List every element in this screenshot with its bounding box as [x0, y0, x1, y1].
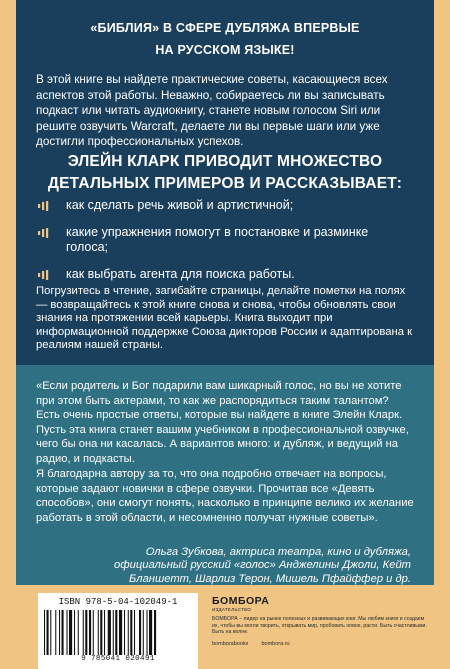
subheading-line-2: ДЕТАЛЬНЫХ ПРИМЕРОВ И РАССКАЗЫВАЕТ:: [47, 175, 403, 192]
publisher-socials: [212, 641, 290, 647]
quote-panel: [16, 365, 434, 585]
headline-line-2: НА РУССКОМ ЯЗЫКЕ!: [155, 43, 295, 57]
cover-content: [16, 0, 434, 669]
bullet-text: какие упражнения помогут в постановке и разминке голоса;: [66, 224, 369, 254]
bullet-item: [38, 267, 408, 283]
bullet-list: [38, 198, 408, 282]
sound-bars-icon: [38, 201, 52, 211]
publisher-description: БОМБОРА – лидер на рынке полезных и развивающих книг. Мы любим книги и создаем их, чтобы вы могли творить, открывать мир, пробовать новое, расти. Быть счастливыми. Быть на волне.: [212, 616, 427, 635]
bullet-text: как сделать речь живой и артистичной;: [66, 198, 294, 212]
quote-paragraph-1: «Если родитель и Бог подарили вам шикарный голос, но вы не хотите при этом быть актерами, то как же распорядиться таким талантом? Есть очень простые ответы, которые вы найдете в книге Элейн Кларк. Пусть эта книга станет вашим учебником в профессиональной озвучке, чего бы она ни касалась. А вариантов много: и дубляж, и ведущий на радио, и подкасты.: [36, 380, 409, 465]
publisher-logo-text: БОМБОРА: [212, 595, 270, 607]
publisher-logo: [212, 595, 269, 612]
bottom-strip: [16, 585, 434, 669]
sound-bars-icon: [38, 270, 52, 280]
publisher-logo-subtitle: ИЗДАТЕЛЬСТВО: [212, 607, 252, 612]
social-handle: bomborabooks: [212, 641, 249, 647]
quote-author: Ольга Зубкова, актриса театра, кино и дубляжа, официальный русский «голос» Анджелины Джоли, Кейт Бланшетт, Шарлиз Терон, Мишель Пфайффер и др.: [114, 546, 411, 585]
outro-paragraph: Погрузитесь в чтение, загибайте страницы, делайте пометки на полях — возвращайтесь к этой книге снова и снова, чтобы обновлять свои знания на протяжении всей карьеры. Книга выходит при информационной поддержке Союза дикторов России и адаптирована к реалиям нашей страны.: [36, 285, 413, 351]
barcode-digits: 9 785041 020491: [38, 655, 198, 663]
isbn-barcode: [38, 593, 198, 669]
website-link: bombora.ru: [261, 641, 290, 647]
top-panel: [16, 0, 434, 365]
bullet-item: [38, 198, 408, 214]
subheading-line-1: ЭЛЕЙН КЛАРК ПРИВОДИТ МНОЖЕСТВО: [67, 153, 383, 170]
sound-bars-icon: [38, 228, 52, 238]
intro-paragraph: В этой книге вы найдете практические советы, касающиеся всех аспектов этой работы. Неважно, собираетесь ли вы записывать подкаст или читать аудиокнигу, станете новым голосом Siri или решите озвучить Warcraft, делаете ли вы первые шаги или уже достигли профессиональных успехов.: [36, 73, 388, 148]
headline-line-1: «БИБЛИЯ» В СФЕРЕ ДУБЛЯЖА ВПЕРВЫЕ: [90, 21, 360, 35]
bullet-item: [38, 225, 408, 256]
bullet-text: как выбрать агента для поиска работы.: [66, 266, 295, 281]
isbn-number: ISBN 978-5-04-102049-1: [58, 597, 178, 607]
quote-paragraph-2: Я благодарна автору за то, что она подробно отвечает на вопросы, которые задают новички в сфере озвучки. Прочитав все «Девять способов», они смогут понять, насколько в принципе велико их желание работать в этой области, и несомненно получат нужные советы».: [36, 468, 414, 524]
